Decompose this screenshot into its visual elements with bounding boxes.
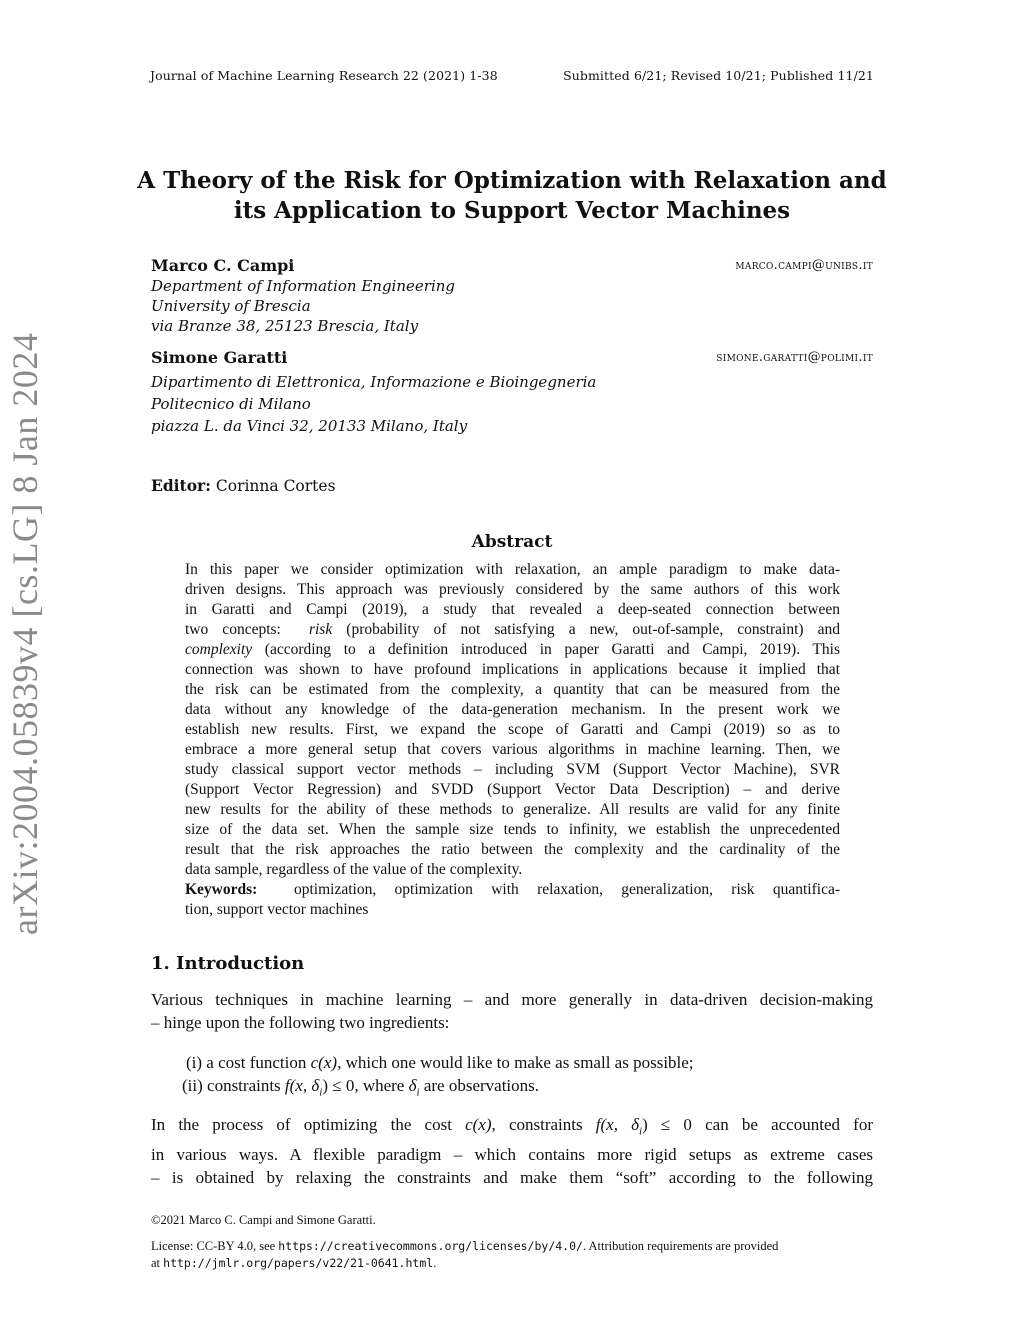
abstract-line: study classical support vector methods – including SVM (Support Vector Machine), SVR bbox=[185, 761, 840, 778]
paper-link[interactable]: http://jmlr.org/papers/v22/21-0641.html bbox=[163, 1256, 434, 1270]
journal-header: Journal of Machine Learning Research 22 (2021) 1-38 bbox=[150, 68, 498, 83]
author-email[interactable]: marco.campi@unibs.it bbox=[735, 258, 873, 273]
editor-name: Corinna Cortes bbox=[215, 477, 336, 495]
abstract-line: size of the data set. When the sample size tends to infinity, we establish the unprecedented bbox=[185, 821, 840, 838]
list-item: (i) a cost function c(x), which one would like to make as small as possible; bbox=[186, 1053, 694, 1072]
license-link[interactable]: https://creativecommons.org/licenses/by/4.0/ bbox=[278, 1239, 583, 1253]
abstract-line: connection was shown to have profound implications in applications because it implied that bbox=[185, 661, 840, 678]
abstract-line: two concepts: risk (probability of not satisfying a new, out-of-sample, constraint) and bbox=[185, 621, 840, 638]
affiliation-line: via Branze 38, 25123 Brescia, Italy bbox=[151, 317, 419, 335]
paragraph-line: in various ways. A flexible paradigm – which contains more rigid setups as extreme cases bbox=[151, 1145, 873, 1165]
affiliation-line: Dipartimento di Elettronica, Informazione e Bioingegneria bbox=[151, 373, 597, 391]
abstract-line: data sample, regardless of the value of the complexity. bbox=[185, 861, 523, 878]
abstract-line: establish new results. First, we expand the scope of Garatti and Campi (2019) so as to bbox=[185, 721, 840, 738]
author-email[interactable]: simone.garatti@polimi.it bbox=[716, 350, 873, 365]
list-item: (ii) constraints f(x, $\delta_i) \le 0$, where $\delta_i$ are observations. bbox=[182, 1076, 540, 1099]
abstract-line: embrace a more general setup that covers various algorithms in machine learning. Then, we bbox=[185, 741, 840, 758]
title-line-1: A Theory of the Risk for Optimization with Relaxation and bbox=[137, 167, 887, 194]
abstract-line: driven designs. This approach was previously considered by the same authors of this work bbox=[185, 581, 840, 598]
abstract-line: the risk can be estimated from the complexity, a quantity that can be measured from the bbox=[185, 681, 840, 698]
paragraph-line: Various techniques in machine learning – and more generally in data-driven decision-making bbox=[151, 990, 873, 1009]
abstract-line: new results for the ability of these methods to generalize. All results are valid for any finite bbox=[185, 801, 840, 818]
affiliation-line: Department of Information Engineering bbox=[151, 277, 455, 295]
author-name: Simone Garatti bbox=[151, 348, 288, 367]
editor-label: Editor: bbox=[151, 476, 211, 495]
paragraph-line: In the process of optimizing the cost c(x), constraints f(x, $\delta_i) \le 0$ can be accounted for bbox=[151, 1115, 873, 1138]
paragraph-line: – is obtained by relaxing the constraints and make them “soft” according to the following bbox=[151, 1168, 873, 1188]
intro-paragraph bbox=[151, 1113, 873, 1189]
ingredients-list bbox=[182, 1051, 694, 1104]
abstract-line: In this paper we consider optimization with relaxation, an ample paradigm to make data- bbox=[185, 561, 840, 578]
abstract-line: (Support Vector Regression) and SVDD (Support Vector Data Description) – and derive bbox=[185, 781, 840, 798]
author-name: Marco C. Campi bbox=[151, 256, 295, 275]
keywords-line: tion, support vector machines bbox=[185, 901, 369, 918]
affiliation-line: piazza L. da Vinci 32, 20133 Milano, Italy bbox=[151, 417, 468, 435]
keywords-line: Keywords: optimization, optimization with relaxation, generalization, risk quantifica- bbox=[185, 881, 841, 898]
abstract-line: in Garatti and Campi (2019), a study that revealed a deep-seated connection between bbox=[185, 601, 840, 618]
author-affiliation bbox=[151, 371, 596, 437]
copyright-notice: ©2021 Marco C. Campi and Simone Garatti. bbox=[151, 1213, 376, 1227]
submission-dates: Submitted 6/21; Revised 10/21; Published 11/21 bbox=[563, 68, 874, 83]
abstract-body bbox=[185, 560, 840, 920]
title-line-2: its Application to Support Vector Machines bbox=[233, 197, 791, 224]
affiliation-line: University of Brescia bbox=[151, 297, 311, 315]
abstract-heading: Abstract bbox=[471, 532, 553, 552]
affiliation-line: Politecnico di Milano bbox=[151, 395, 311, 413]
abstract-line: complexity (according to a definition introduced in paper Garatti and Campi, 2019). This bbox=[185, 641, 840, 658]
license-notice: License: CC-BY 4.0, see https://creativecommons.org/licenses/by/4.0/. Attribution requirements are provided at http://jmlr.org/papers/v22/21-0641.html. bbox=[151, 1239, 779, 1270]
author-affiliation bbox=[151, 276, 455, 336]
paper-title bbox=[130, 166, 894, 226]
arxiv-identifier: arXiv:2004.05839v4 [cs.LG] 8 Jan 2024 bbox=[5, 332, 45, 935]
editor-line bbox=[151, 476, 336, 495]
abstract-line: result that the risk approaches the ratio between the complexity and the cardinality of the bbox=[185, 841, 840, 858]
paragraph-line: – hinge upon the following two ingredients: bbox=[151, 1013, 450, 1032]
emphasis-complexity: complexity bbox=[185, 641, 253, 658]
intro-paragraph bbox=[151, 988, 873, 1034]
emphasis-risk: risk bbox=[308, 621, 333, 638]
abstract-line: data without any knowledge of the data-generation mechanism. In the present work we bbox=[185, 701, 840, 718]
keywords-label: Keywords: bbox=[185, 881, 258, 898]
section-heading: 1. Introduction bbox=[151, 953, 305, 974]
